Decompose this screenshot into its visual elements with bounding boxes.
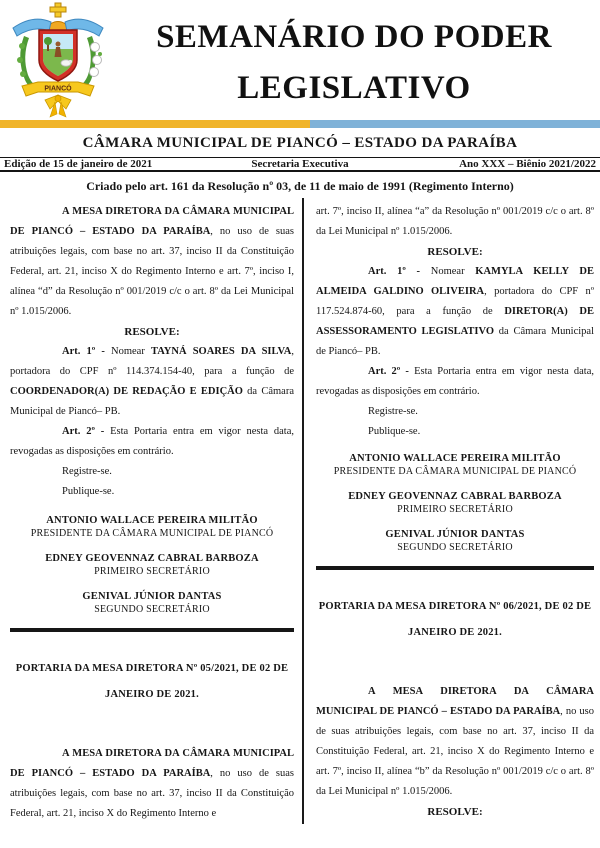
gazette-title — [112, 12, 596, 114]
signature-role: SEGUNDO SECRETÁRIO — [94, 604, 210, 615]
text-segment: , no uso de suas atribuições legais, com base no art. 37, inciso II da Constituição Federal, art. 21, inciso X do Regimento Interno e art. 7º, inciso I, alínea “d” da Resolução nº 001/2019 c/c o art. 8º da Lei Municipal nº 1.015/2006. — [10, 226, 294, 317]
shield-icon — [39, 30, 77, 81]
bow-icon — [45, 95, 71, 117]
text-segment: , no uso de suas atribuições legais, com base no art. 37, inciso II da Constituição Federal, art. 21, inciso X do Regimento Interno e art. 7º, inciso II, alínea “b” da Resolução nº 001/2019 c/c o art. 8º da Lei Municipal nº 1.015/2006. — [316, 706, 594, 797]
text-segment: Nomear — [111, 346, 151, 357]
divider-bar — [0, 120, 600, 128]
bold-text-segment: A MESA DIRETORA DA CÂMARA MUNICIPAL DE PIANCÓ – ESTADO DA PARAÍBA — [316, 686, 594, 717]
body-paragraph — [10, 202, 294, 322]
text-segment: art. 7º, inciso II, alínea “a” da Resolução nº 001/2019 c/c o art. 8º da Lei Municipal nº 1.015/2006. — [316, 206, 594, 237]
municipality-subtitle: CÂMARA MUNICIPAL DE PIANCÓ – ESTADO DA PARAÍBA — [0, 128, 600, 158]
cross-icon — [50, 3, 66, 17]
body-paragraph — [316, 262, 594, 362]
signature-block — [10, 590, 294, 616]
signature-role: PRESIDENTE DA CÂMARA MUNICIPAL DE PIANCÓ — [333, 466, 577, 477]
banner-label: PIANCÓ — [44, 85, 72, 93]
bold-text-segment: Art. 1º - — [62, 346, 111, 357]
signature-name: ANTONIO WALLACE PEREIRA MILITÃO — [349, 453, 561, 464]
text-segment: da Câmara Municipal de Piancó– PB. — [316, 326, 595, 357]
body-paragraph — [10, 422, 294, 462]
gold-bar-segment — [0, 120, 310, 128]
coat-of-arms-icon — [8, 2, 108, 120]
left-column — [0, 198, 302, 824]
document-body — [0, 198, 600, 824]
text-segment: , portadora do CPF nº 114.374.154-40, para a função de — [10, 346, 294, 377]
courtesy-line: Publique-se. — [62, 486, 115, 497]
courtesy-line: Registre-se. — [62, 466, 112, 477]
text-segment: , no uso de suas atribuições legais, com base no art. 37, inciso II da Constituição Federal, art. 21, inciso X do Regimento Interno e — [10, 768, 294, 819]
resolve-label: RESOLVE: — [124, 326, 180, 338]
body-paragraph — [316, 682, 594, 802]
signature-block — [316, 528, 594, 554]
body-paragraph — [316, 202, 594, 242]
portaria-heading: PORTARIA DA MESA DIRETORA Nº 05/2021, DE 02 DE JANEIRO DE 2021. — [15, 663, 289, 700]
signature-block — [10, 514, 294, 540]
body-paragraph — [10, 744, 294, 824]
signature-role: PRESIDENTE DA CÂMARA MUNICIPAL DE PIANCÓ — [30, 528, 274, 539]
name-banner — [22, 82, 94, 96]
created-by-line: Criado pelo art. 161 da Resolução nº 03, de 11 de maio de 1991 (Regimento Interno) — [86, 179, 514, 193]
courtesy-line: Registre-se. — [368, 406, 418, 417]
signature-name: EDNEY GEOVENNAZ CABRAL BARBOZA — [45, 553, 259, 564]
pianco-coat-of-arms-logo — [8, 2, 108, 120]
signature-name: GENIVAL JÚNIOR DANTAS — [385, 529, 525, 540]
bold-text-segment: A MESA DIRETORA DA CÂMARA MUNICIPAL DE PIANCÓ – ESTADO DA PARAÍBA — [10, 748, 294, 779]
bold-text-segment: A MESA DIRETORA DA CÂMARA MUNICIPAL DE PIANCÓ – ESTADO DA PARAÍBA — [10, 206, 294, 237]
portaria-heading: PORTARIA DA MESA DIRETORA Nº 06/2021, DE 02 DE JANEIRO DE 2021. — [318, 601, 592, 638]
signature-name: EDNEY GEOVENNAZ CABRAL BARBOZA — [348, 491, 562, 502]
body-paragraph — [10, 342, 294, 422]
resolve-label: RESOLVE: — [427, 806, 483, 818]
edition-date-label: Edição de 15 de janeiro de 2021 — [4, 158, 153, 170]
right-column — [304, 198, 600, 824]
signature-block — [316, 452, 594, 478]
masthead — [0, 0, 600, 120]
spacer — [316, 442, 594, 452]
section-divider-rule — [10, 628, 294, 632]
signature-role: PRIMEIRO SECRETÁRIO — [397, 504, 513, 515]
signature-role: PRIMEIRO SECRETÁRIO — [94, 566, 210, 577]
blue-bar-segment — [310, 120, 600, 128]
section-divider-rule — [316, 566, 594, 570]
signature-block — [316, 490, 594, 516]
signature-block — [10, 552, 294, 578]
bold-text-segment: TAYNÁ SOARES DA SILVA — [150, 346, 292, 357]
courtesy-line: Publique-se. — [368, 426, 421, 437]
text-segment: Nomear — [430, 266, 476, 277]
gazette-title-line1: SEMANÁRIO DO PODER — [156, 19, 552, 55]
bold-text-segment: DIRETOR(A) DE ASSESSORAMENTO LEGISLATIVO — [316, 306, 595, 337]
bold-text-segment: Art. 1º - — [368, 266, 431, 277]
bold-text-segment: COORDENADOR(A) DE REDAÇÃO E EDIÇÃO — [10, 386, 243, 397]
edition-info-row — [0, 158, 600, 172]
body-paragraph — [316, 362, 594, 402]
signature-name: GENIVAL JÚNIOR DANTAS — [82, 591, 222, 602]
gazette-title-line2: LEGISLATIVO — [237, 70, 471, 106]
bold-text-segment: Art. 2º - — [62, 426, 111, 437]
text-segment: Esta Portaria entra em vigor nesta data, revogadas as disposições em contrário. — [316, 366, 594, 397]
signature-role: SEGUNDO SECRETÁRIO — [397, 542, 513, 553]
signature-name: ANTONIO WALLACE PEREIRA MILITÃO — [46, 515, 258, 526]
text-segment: , portadora do CPF nº 117.524.874-60, para a função de — [316, 286, 594, 317]
text-segment: da Câmara Municipal de Piancó– PB. — [10, 386, 294, 417]
text-segment: Esta Portaria entra em vigor nesta data, revogadas as disposições em contrário. — [10, 426, 294, 457]
bold-text-segment: KAMYLA KELLY DE ALMEIDA GALDINO OLIVEIRA — [316, 266, 594, 297]
bold-text-segment: Art. 2º - — [368, 366, 415, 377]
spacer — [10, 502, 294, 514]
secretariat-label: Secretaria Executiva — [251, 158, 349, 170]
year-biennium-label: Ano XXX – Biênio 2021/2022 — [459, 158, 596, 170]
resolve-label: RESOLVE: — [427, 246, 483, 258]
